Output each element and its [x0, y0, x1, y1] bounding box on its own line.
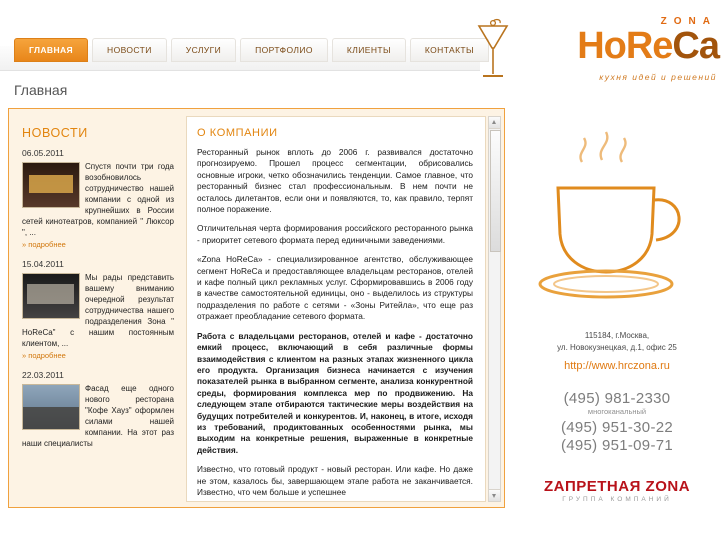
news-thumbnail[interactable]: [22, 162, 80, 208]
phone-main-note: многоканальный: [587, 407, 647, 416]
right-panel: [512, 108, 722, 528]
scroll-up-arrow-icon[interactable]: [489, 117, 500, 129]
logo-main-text: [577, 26, 719, 66]
about-paragraph: Отличительная черта формирования российского ресторанного рынка - приоритет сетевого формата перед единичными заведениями.: [197, 223, 473, 245]
phone-secondary: (495) 951-30-22: [560, 419, 674, 436]
footer-brand-sub: ГРУППА КОМПАНИЙ: [562, 496, 672, 503]
contact-address: [512, 330, 722, 354]
news-date: 15.04.2011: [22, 259, 64, 269]
cocktail-glass-icon: [473, 18, 513, 82]
news-thumbnail[interactable]: [22, 384, 80, 430]
phone-tertiary: (495) 951-09-71: [560, 437, 674, 454]
nav-items: [14, 38, 489, 62]
website-link[interactable]: http://www.hrczona.ru: [564, 360, 670, 372]
content-inner: [10, 110, 503, 506]
address-line-2: ул. Новокузнецкая, д.1, офис 25: [557, 343, 677, 352]
news-text: Спустя почти три года возобновилось сотрудничество нашей компании с одной из крупнейших в России сетей кинотеатров, компанией " Люксор ", ...: [22, 162, 174, 237]
news-item[interactable]: [22, 370, 174, 449]
nav-item-home[interactable]: ГЛАВНАЯ: [14, 38, 88, 62]
footer-brand-name: ZAПРЕТНАЯ ZONA: [543, 478, 691, 495]
contact-phones: [512, 390, 722, 455]
page-title: Главная: [14, 82, 68, 98]
nav-item-clients[interactable]: КЛИЕНТЫ: [332, 38, 406, 62]
address-line-1: 115184, г.Москва,: [584, 331, 650, 340]
footer-brand[interactable]: [512, 478, 722, 503]
about-heading: О КОМПАНИИ: [197, 127, 278, 139]
news-more-link[interactable]: » подробнее: [22, 351, 66, 360]
news-column: [14, 116, 180, 504]
scroll-down-arrow-icon[interactable]: [489, 489, 500, 501]
news-item[interactable]: [22, 148, 174, 249]
scrollbar-thumb[interactable]: [490, 130, 501, 252]
logo-top-text: ZONA: [660, 16, 717, 27]
news-heading: НОВОСТИ: [22, 126, 88, 140]
nav-item-portfolio[interactable]: ПОРТФОЛИО: [240, 38, 328, 62]
news-date: 06.05.2011: [22, 148, 64, 158]
content-frame: [8, 108, 505, 508]
logo-main-part1: HoRe: [577, 25, 673, 67]
news-date: 22.03.2011: [22, 370, 64, 380]
about-paragraph: Работа с владельцами ресторанов, отелей и кафе - достаточно емкий процесс, включающий в себя различные формы взаимодействия с клиентом на разных этапах жизненного цикла его продукта. Организация бизнеса начинается с изучения показателей рынка в выбранном сегменте, анализа конкурентной среды, формирования комплекса мер по продвижению. На следующем этапе отбираются тактические меры воздействия на будущих потребителей и конкурентов. И, наконец, в итоге, исходя из требований, продиктованных особенностями рынка, мы выходим на конкретные решения, выраженные в конкретные действия.: [197, 330, 473, 455]
nav-item-news[interactable]: НОВОСТИ: [92, 38, 167, 62]
news-text: Мы рады представить вашему вниманию очередной результат сотрудничества нашего подразделения Зона " HoReCa" с нашим постоянным клиентом, ...: [22, 273, 174, 348]
coffee-cup-icon: [524, 126, 714, 316]
nav-item-services[interactable]: УСЛУГИ: [171, 38, 236, 62]
logo-tagline: кухня идей и решений: [599, 72, 717, 82]
news-text: Фасад еще одного нового ресторана "Кофе Хауз" оформлен силами нашей компании. На этот раз наши специалисты: [22, 384, 174, 448]
about-column: [186, 116, 486, 502]
about-paragraph: Ресторанный рынок вплоть до 2006 г. развивался достаточно прогнозируемо. Прошел процесс сегментации, обрисовались основные игроки, четко обозначились тенденции. Самое главное, что ресторанный бизнес стал профессиональным. В нем почти не осталось дилетантов, если они и появляются, то, как правило, терпят полное поражение.: [197, 147, 473, 215]
phone-main: (495) 981-2330: [563, 390, 671, 407]
news-item[interactable]: [22, 259, 174, 360]
about-paragraph: Известно, что готовый продукт - новый ресторан. Или кафе. Но даже не этом, казалось бы, завершающем этапе работа не заканчивается. Известно, что чем больше и успешнее: [197, 464, 473, 497]
logo-main-part2: Ca: [672, 25, 719, 67]
about-paragraph: «Zona HoReCa» - специализированное агентство, обслуживающее сегмент HoReCa и предоставляющее владельцам ресторанов, отелей и кафе полный цикл рекламных услуг. Сформировавшись в 2006 году в качестве самостоятельной единицы, оно - выделилось из структуры подразделения по работе с сетями - «Зоны Ритейла», что еще раз отражает преобладание сетевого формата.: [197, 254, 473, 322]
content-scrollbar[interactable]: [488, 116, 501, 502]
news-more-link[interactable]: » подробнее: [22, 240, 66, 249]
nav-item-contacts[interactable]: КОНТАКТЫ: [410, 38, 489, 62]
site-logo[interactable]: [469, 16, 719, 90]
news-thumbnail[interactable]: [22, 273, 80, 319]
about-content: [187, 117, 485, 502]
